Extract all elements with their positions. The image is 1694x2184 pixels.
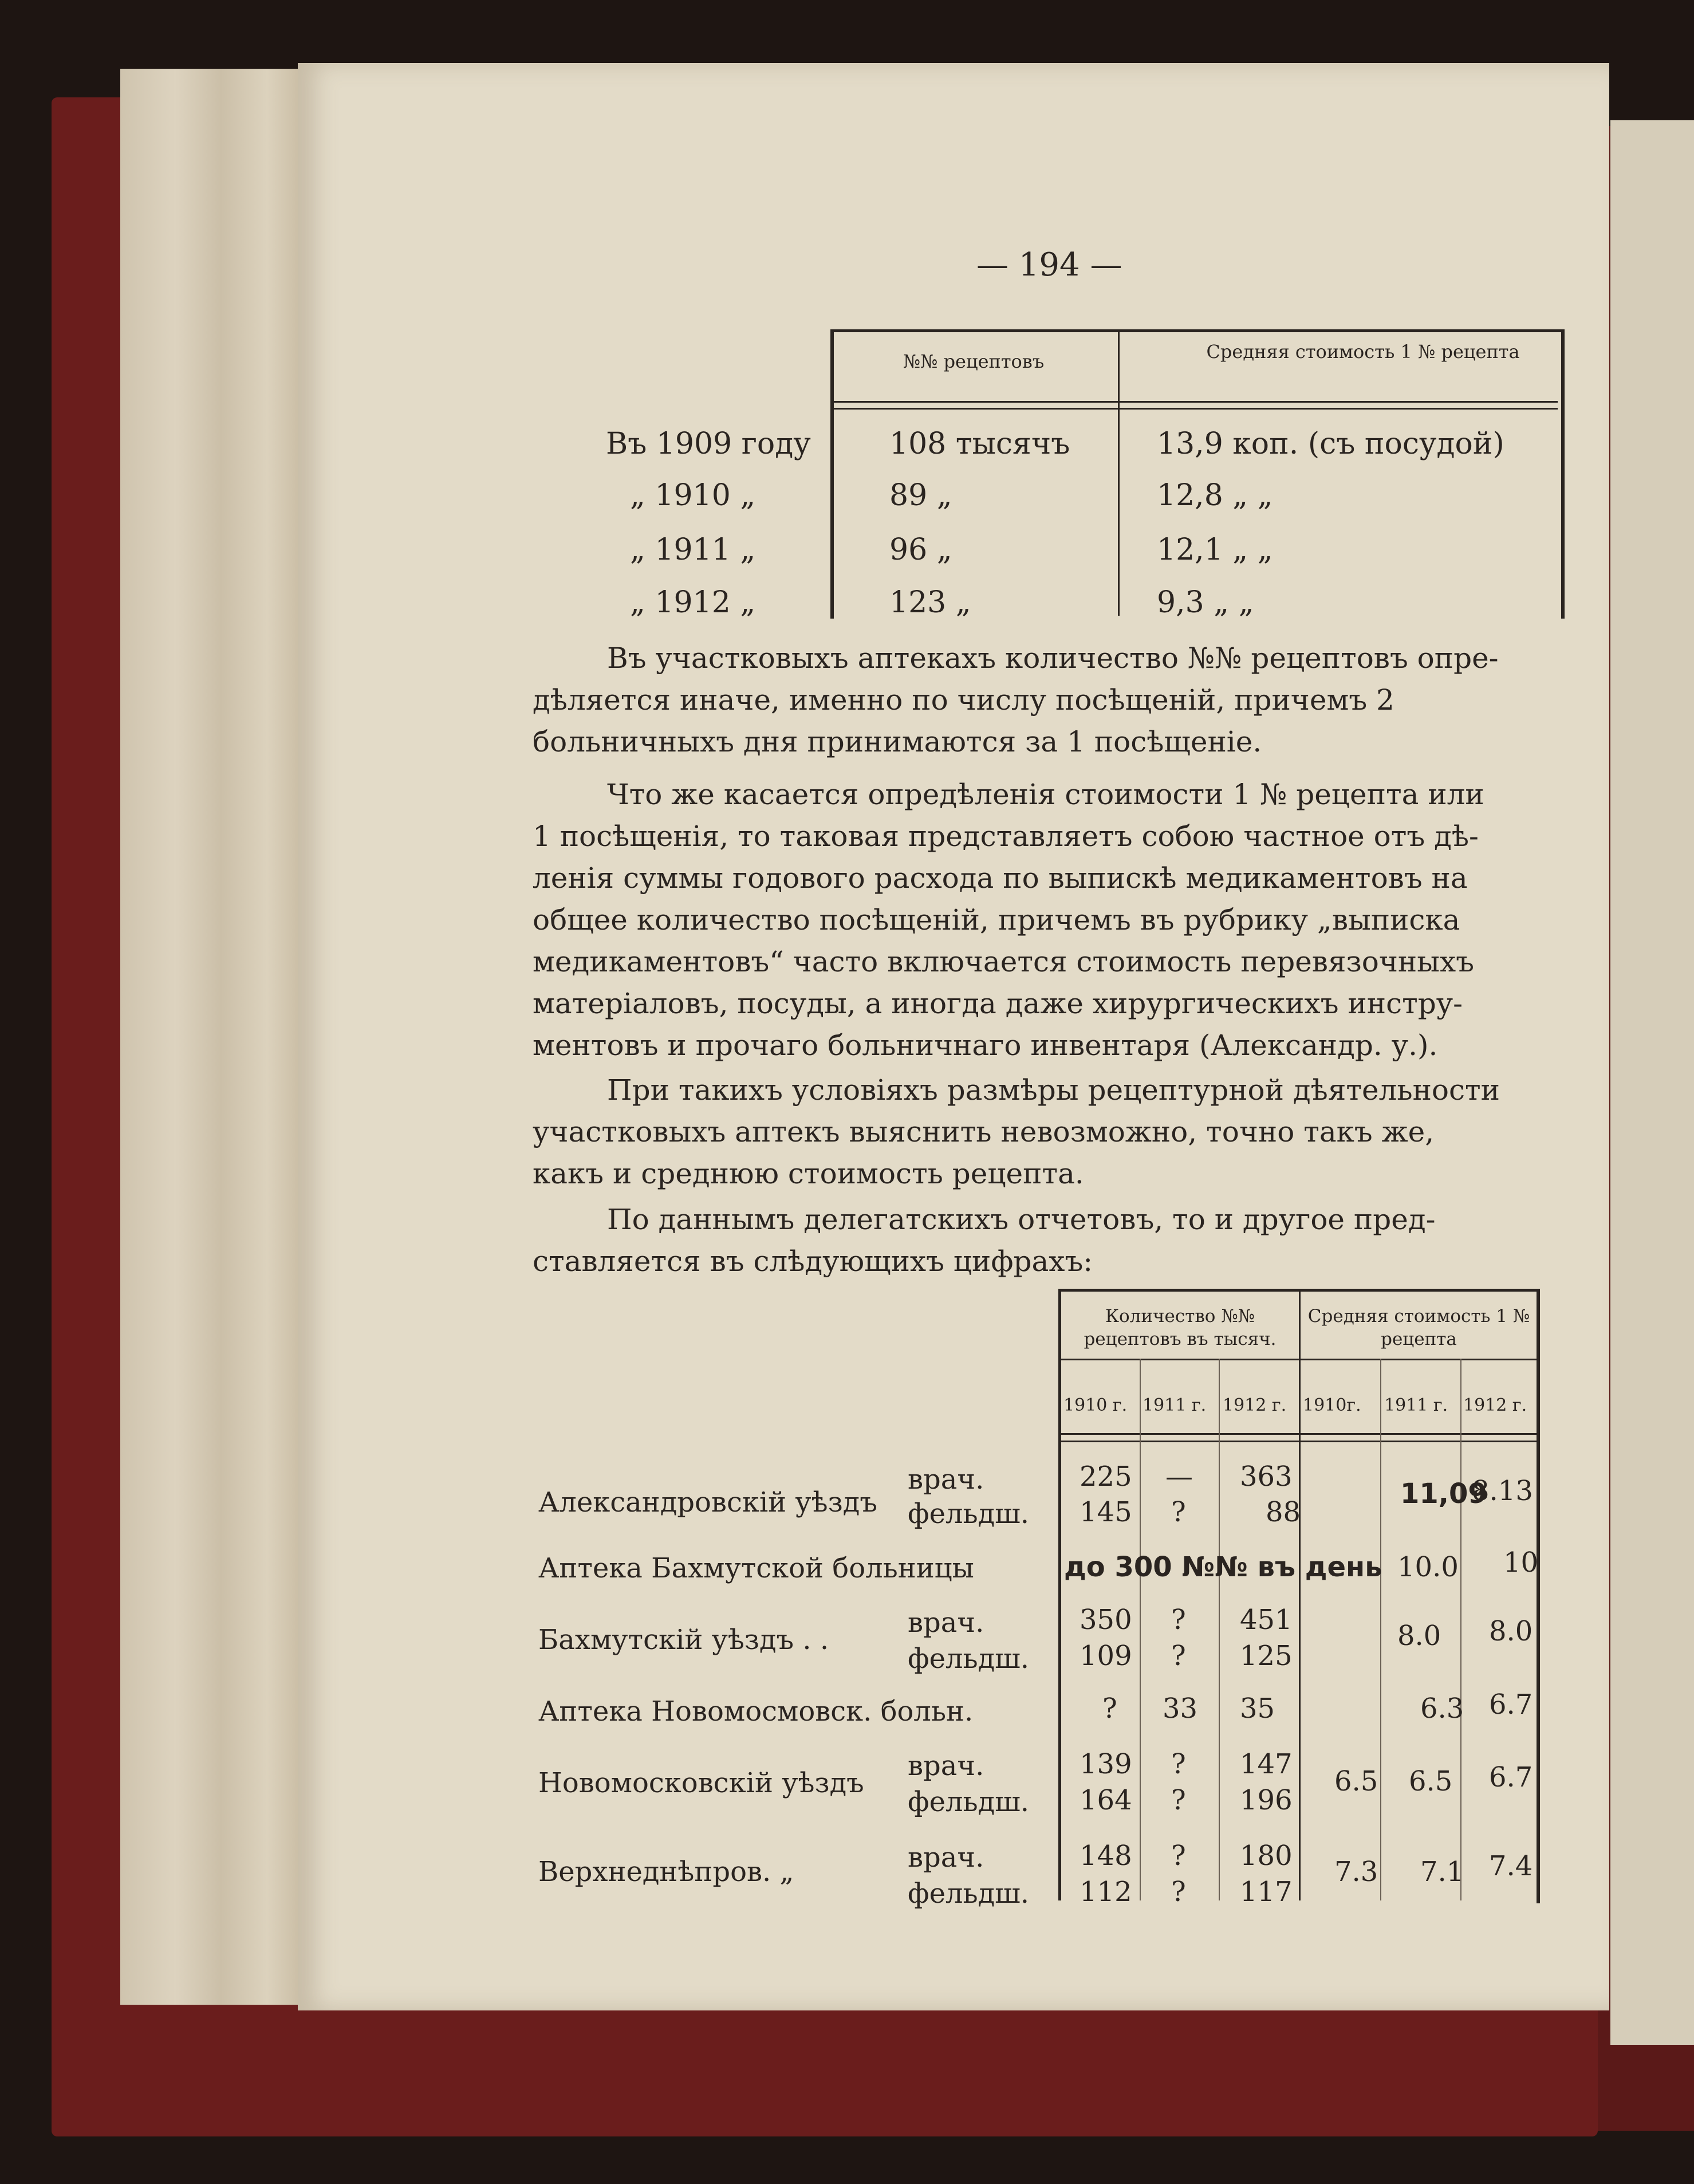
table2-year-rule [1058, 1433, 1537, 1435]
paragraph-line: больничныхъ дня принимаются за 1 посѣщеніе. [533, 725, 1262, 758]
paragraph-line: медикаментовъ“ часто включается стоимость перевязочныхъ [533, 945, 1475, 978]
table2-year-rule-v [1460, 1359, 1461, 1900]
cell: 8.0 [1489, 1615, 1533, 1647]
table1-header-rule-2 [830, 408, 1558, 410]
table1-year: „ 1911 „ [630, 533, 756, 567]
cell: ? [1102, 1693, 1117, 1725]
table2-year-rule-v [1140, 1359, 1141, 1900]
cell: 164 [1080, 1784, 1132, 1816]
cell: 6.7 [1489, 1761, 1533, 1793]
table1-count: 123 „ [889, 585, 971, 620]
row-label: Аптека Бахмутской больницы [538, 1552, 974, 1584]
row-label: Александровскій уѣздъ [538, 1486, 877, 1518]
next-page-edge [1610, 120, 1694, 2045]
table1-cost: 13,9 коп. (съ посудой) [1157, 427, 1504, 461]
table2-group-cost-header: Средняя стоимость 1 № рецепта [1307, 1306, 1530, 1349]
cell: 180 [1240, 1840, 1293, 1872]
table2-year-header: 1911 г. [1143, 1395, 1207, 1415]
cell: 6.5 [1334, 1765, 1378, 1797]
paragraph-line: ставляется въ слѣдующихъ цифрахъ: [533, 1245, 1093, 1278]
table2-group-count-header: Количество №№ рецептовъ въ тысяч. [1084, 1306, 1277, 1349]
paragraph-line: общее количество посѣщеній, причемъ въ рубрику „выписка [533, 903, 1460, 936]
paragraph-line: какъ и среднюю стоимость рецепта. [533, 1157, 1084, 1190]
subrow-label-doctor: врач. [908, 1463, 984, 1496]
subrow-label-feldsher: фельдш. [908, 1786, 1030, 1818]
table2-year-header: 1910г. [1303, 1395, 1361, 1415]
table1-year: „ 1910 „ [630, 478, 756, 513]
cell: ? [1171, 1604, 1186, 1636]
paragraph-line: По даннымъ делегатскихъ отчетовъ, то и другое пред- [607, 1203, 1436, 1236]
cell: 363 [1240, 1461, 1293, 1493]
cell: 11,09 [1400, 1478, 1487, 1510]
cell: 35 [1240, 1693, 1275, 1725]
paragraph-line: Въ участковыхъ аптекахъ количество №№ рецептовъ опре- [607, 642, 1499, 675]
cell: 8.0 [1397, 1620, 1441, 1652]
table1-column-rule [1118, 329, 1120, 616]
table2-year-header: 1910 г. [1063, 1395, 1128, 1415]
row-label: Аптека Новомосмовск. больн. [538, 1695, 974, 1727]
row-label: Бахмутскій уѣздъ . . [538, 1624, 829, 1656]
page-edges [120, 69, 304, 2005]
cell: 350 [1080, 1604, 1132, 1636]
cell: ? [1171, 1640, 1186, 1672]
table1-cost: 9,3 „ „ [1157, 585, 1254, 620]
paragraph-line: матеріаловъ, посуды, а иногда даже хирургическихъ инстру- [533, 987, 1463, 1020]
cell: ? [1171, 1748, 1186, 1780]
paragraph-line: Что же касается опредѣленія стоимости 1 № рецепта или [607, 778, 1484, 811]
cell: 10.0 [1397, 1551, 1459, 1583]
table2-year-header: 1912 г. [1463, 1395, 1527, 1415]
row-label: Новомосковскій уѣздъ [538, 1767, 864, 1799]
cell: 139 [1080, 1748, 1132, 1780]
subrow-label-feldsher: фельдш. [908, 1498, 1030, 1530]
table1-count: 108 тысячъ [889, 427, 1070, 461]
table1-year: Въ 1909 году [606, 427, 811, 461]
cell: 33 [1163, 1693, 1198, 1725]
cell: 145 [1080, 1496, 1132, 1528]
page-number: — 194 — [976, 246, 1122, 284]
paragraph-line: участковыхъ аптекъ выяснить невозможно, точно такъ же, [533, 1115, 1435, 1148]
subrow-label-feldsher: фельдш. [908, 1643, 1030, 1675]
cell: 196 [1240, 1784, 1293, 1816]
subrow-label-doctor: врач. [908, 1750, 984, 1782]
cell: 148 [1080, 1840, 1132, 1872]
cell: ? [1171, 1784, 1186, 1816]
paragraph-line: ленія суммы годового расхода по выпискѣ медикаментовъ на [533, 861, 1468, 895]
cell: 6.3 [1420, 1693, 1464, 1725]
cell: 8.13 [1472, 1475, 1533, 1507]
cell: ? [1171, 1840, 1186, 1872]
paragraph-line: 1 посѣщенія, то таковая представляетъ собою частное отъ дѣ- [533, 820, 1479, 853]
cell: — [1165, 1461, 1193, 1493]
cell: 6.5 [1409, 1765, 1453, 1797]
subrow-label-doctor: врач. [908, 1607, 984, 1639]
table2-year-header: 1912 г. [1223, 1395, 1287, 1415]
subrow-label-doctor: врач. [908, 1841, 984, 1874]
cell: 225 [1080, 1461, 1132, 1493]
cell-note: до 300 №№ въ день [1064, 1551, 1382, 1583]
table1-header-count: №№ рецептовъ [903, 351, 1045, 372]
paragraph-line: дѣляется иначе, именно по числу посѣщеній, причемъ 2 [533, 683, 1394, 717]
table1-count: 89 „ [889, 478, 952, 513]
cell: 7.4 [1489, 1850, 1533, 1882]
cell: 451 [1240, 1604, 1293, 1636]
cell: 88 [1266, 1496, 1301, 1528]
table1-header-rule [830, 401, 1558, 403]
paragraph-line: ментовъ и прочаго больничнаго инвентаря (Александр. у.). [533, 1029, 1438, 1062]
cell: 7.3 [1334, 1856, 1378, 1888]
table1-cost: 12,8 „ „ [1157, 478, 1273, 513]
cell: 117 [1240, 1876, 1293, 1908]
table2-year-header: 1911 г. [1384, 1395, 1448, 1415]
cell: ? [1171, 1876, 1186, 1908]
cell: 147 [1240, 1748, 1293, 1780]
cell: 109 [1080, 1640, 1132, 1672]
subrow-label-feldsher: фельдш. [908, 1878, 1030, 1910]
row-label: Верхнеднѣпров. „ [538, 1856, 794, 1888]
table2-group-rule [1299, 1289, 1301, 1900]
table1-cost: 12,1 „ „ [1157, 533, 1273, 567]
table1-frame [830, 329, 1565, 619]
table1-header-cost: Средняя стоимость 1 № рецепта [1206, 341, 1520, 363]
paragraph-line: При такихъ условіяхъ размѣры рецептурной дѣятельности [607, 1073, 1500, 1107]
table1-year: „ 1912 „ [630, 585, 756, 620]
table1-count: 96 „ [889, 533, 952, 567]
table2-year-rule-v [1219, 1359, 1220, 1900]
table2-left-rule [1058, 1289, 1061, 1900]
cell: 6.7 [1489, 1689, 1533, 1721]
cell: 7.1 [1420, 1856, 1464, 1888]
cell: 125 [1240, 1640, 1293, 1672]
table2-year-rule-v [1380, 1359, 1381, 1900]
cell: 112 [1080, 1876, 1132, 1908]
cell: 10 [1503, 1546, 1539, 1579]
cell: ? [1171, 1496, 1186, 1528]
table2-year-rule-2 [1058, 1441, 1537, 1442]
table2-group-header-rule [1058, 1359, 1537, 1360]
